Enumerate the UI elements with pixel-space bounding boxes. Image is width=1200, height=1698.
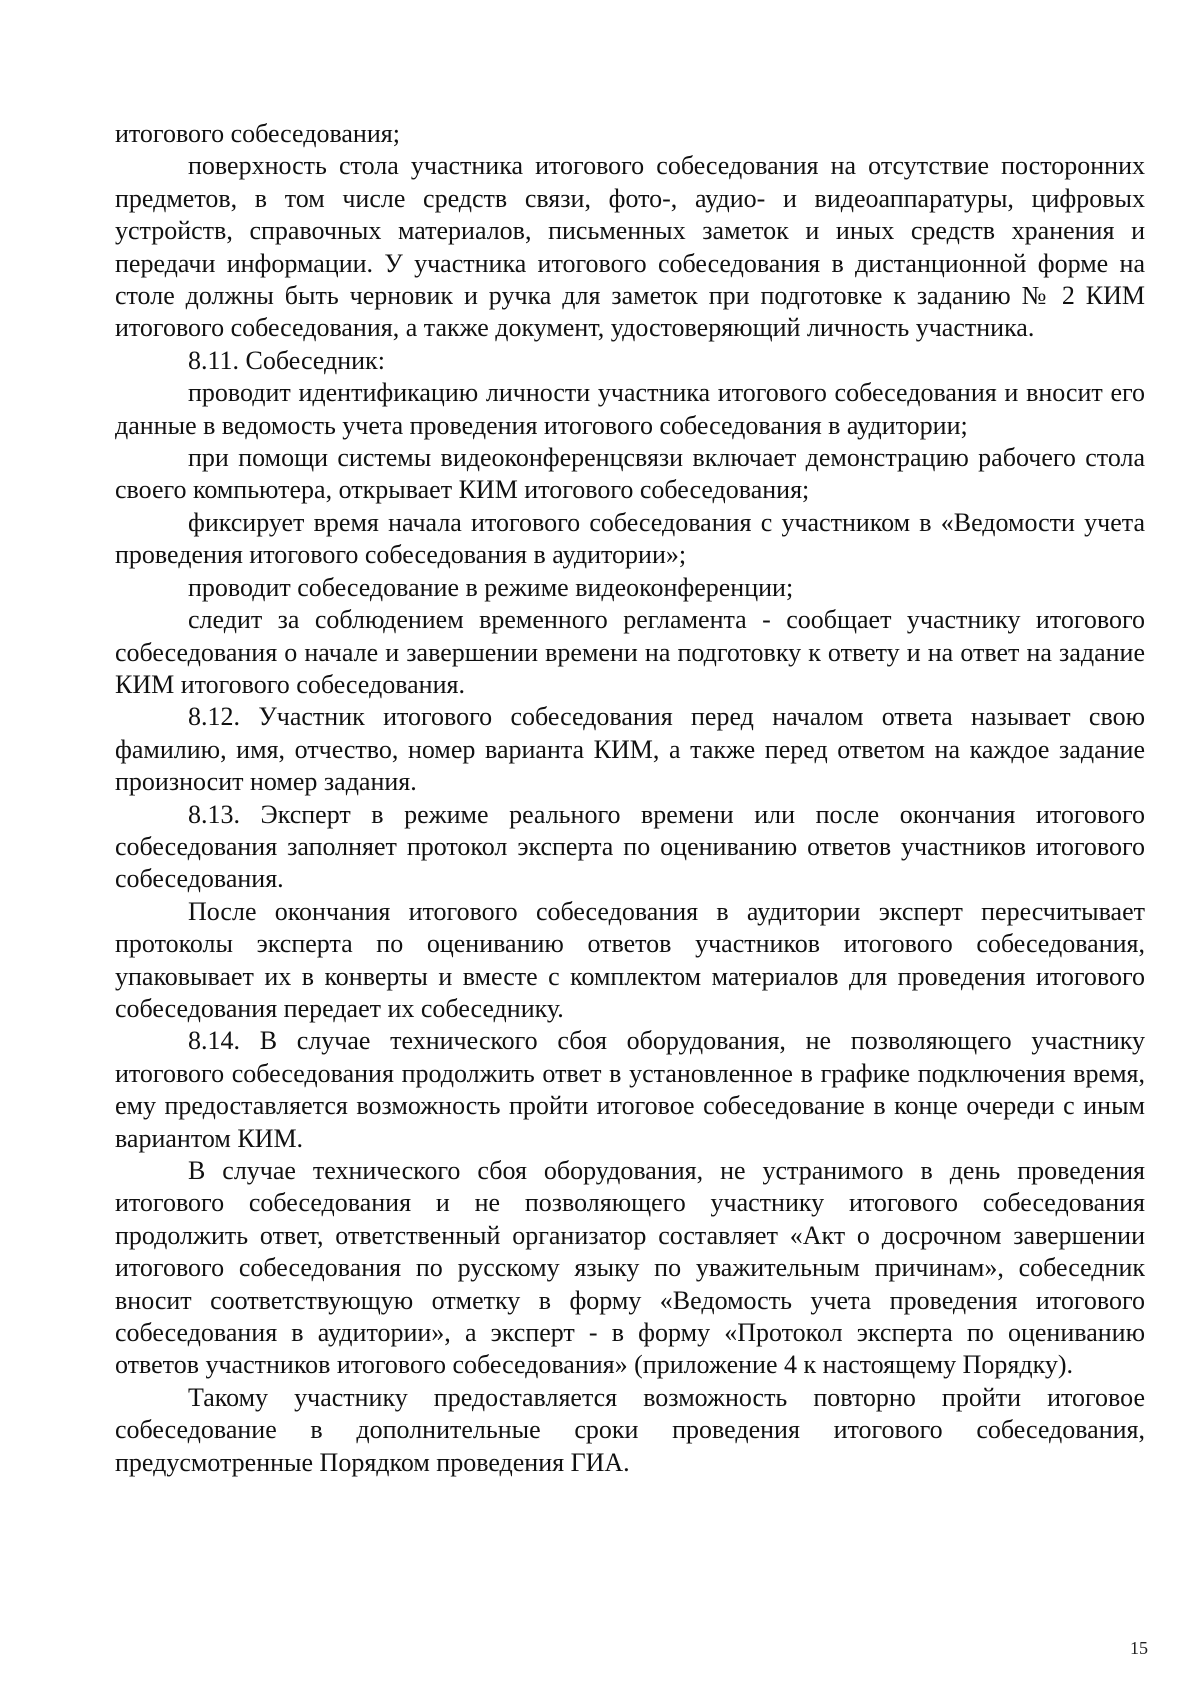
- paragraph-8-14: 8.14. В случае технического сбоя оборудования, не позволяющего участнику итогового собеседования продолжить ответ в установленное в графике подключения время, ему предоставляется возможность пройти итоговое собеседование в конце очереди с иным вариантом КИМ.: [115, 1026, 1145, 1153]
- paragraph-continuation: итогового собеседования;: [115, 119, 400, 148]
- paragraph-8-12: 8.12. Участник итогового собеседования перед началом ответа называет свою фамилию, имя, отчество, номер варианта КИМ, а также перед ответом на каждое задание произносит номер задания.: [115, 702, 1145, 797]
- paragraph-start-time: фиксирует время начала итогового собеседования с участником в «Ведомости учета проведения итогового собеседования в аудитории»;: [115, 507, 1145, 570]
- paragraph-8-11-heading: 8.11. Собеседник:: [188, 345, 385, 375]
- paragraph-retake: Такому участнику предоставляется возможность повторно пройти итоговое собеседование в дополнительные сроки проведения итогового собеседования, предусмотренные Порядком проведения ГИА.: [115, 1382, 1145, 1477]
- paragraph-technical-failure: В случае технического сбоя оборудования, не устранимого в день проведения итогового собеседования и не позволяющего участнику итогового собеседования продолжить ответ, ответственный организатор составляет «Акт о досрочном завершении итогового собеседования по русскому языку по уважительным причинам», собеседник вносит соответствующую отметку в форму «Ведомость учета проведения итогового собеседования в аудитории», а эксперт - в форму «Протокол эксперта по оцениванию ответов участников итогового собеседования» (приложение 4 к настоящему Порядку).: [115, 1156, 1145, 1380]
- paragraph-time-regulation: следит за соблюдением временного регламента - сообщает участнику итогового собеседования о начале и завершении времени на подготовку к ответу и на ответ на задание КИМ итогового собеседования.: [115, 605, 1145, 699]
- paragraph-identification: проводит идентификацию личности участника итогового собеседования и вносит его данные в ведомость учета проведения итогового собеседования в аудитории;: [115, 378, 1145, 440]
- page-number: 15: [1130, 1638, 1148, 1658]
- paragraph-videoconference: проводит собеседование в режиме видеоконференции;: [188, 572, 794, 602]
- paragraph-screen-share: при помощи системы видеоконференцсвязи включает демонстрацию рабочего стола своего компьютера, открывает КИМ итогового собеседования;: [115, 443, 1145, 505]
- paragraph-8-13: 8.13. Эксперт в режиме реального времени или после окончания итогового собеседования заполняет протокол эксперта по оцениванию ответов участников итогового собеседования.: [115, 799, 1145, 894]
- paragraph-after-interview: После окончания итогового собеседования в аудитории эксперт пересчитывает протоколы эксперта по оцениванию ответов участников итогового собеседования, упаковывает их в конверты и вместе с комплектом материалов для проведения итогового собеседования передает их собеседнику.: [115, 896, 1145, 1023]
- document-body: [115, 118, 1145, 1479]
- paragraph-desk-check: поверхность стола участника итогового собеседования на отсутствие посторонних предметов, в том числе средств связи, фото-, аудио- и видеоаппаратуры, цифровых устройств, справочных материалов, письменных заметок и иных средств хранения и передачи информации. У участника итогового собеседования в дистанционной форме на столе должны быть черновик и ручка для заметок при подготовке к заданию № 2 КИМ итогового собеседования, а также документ, удостоверяющий личность участника.: [115, 151, 1145, 343]
